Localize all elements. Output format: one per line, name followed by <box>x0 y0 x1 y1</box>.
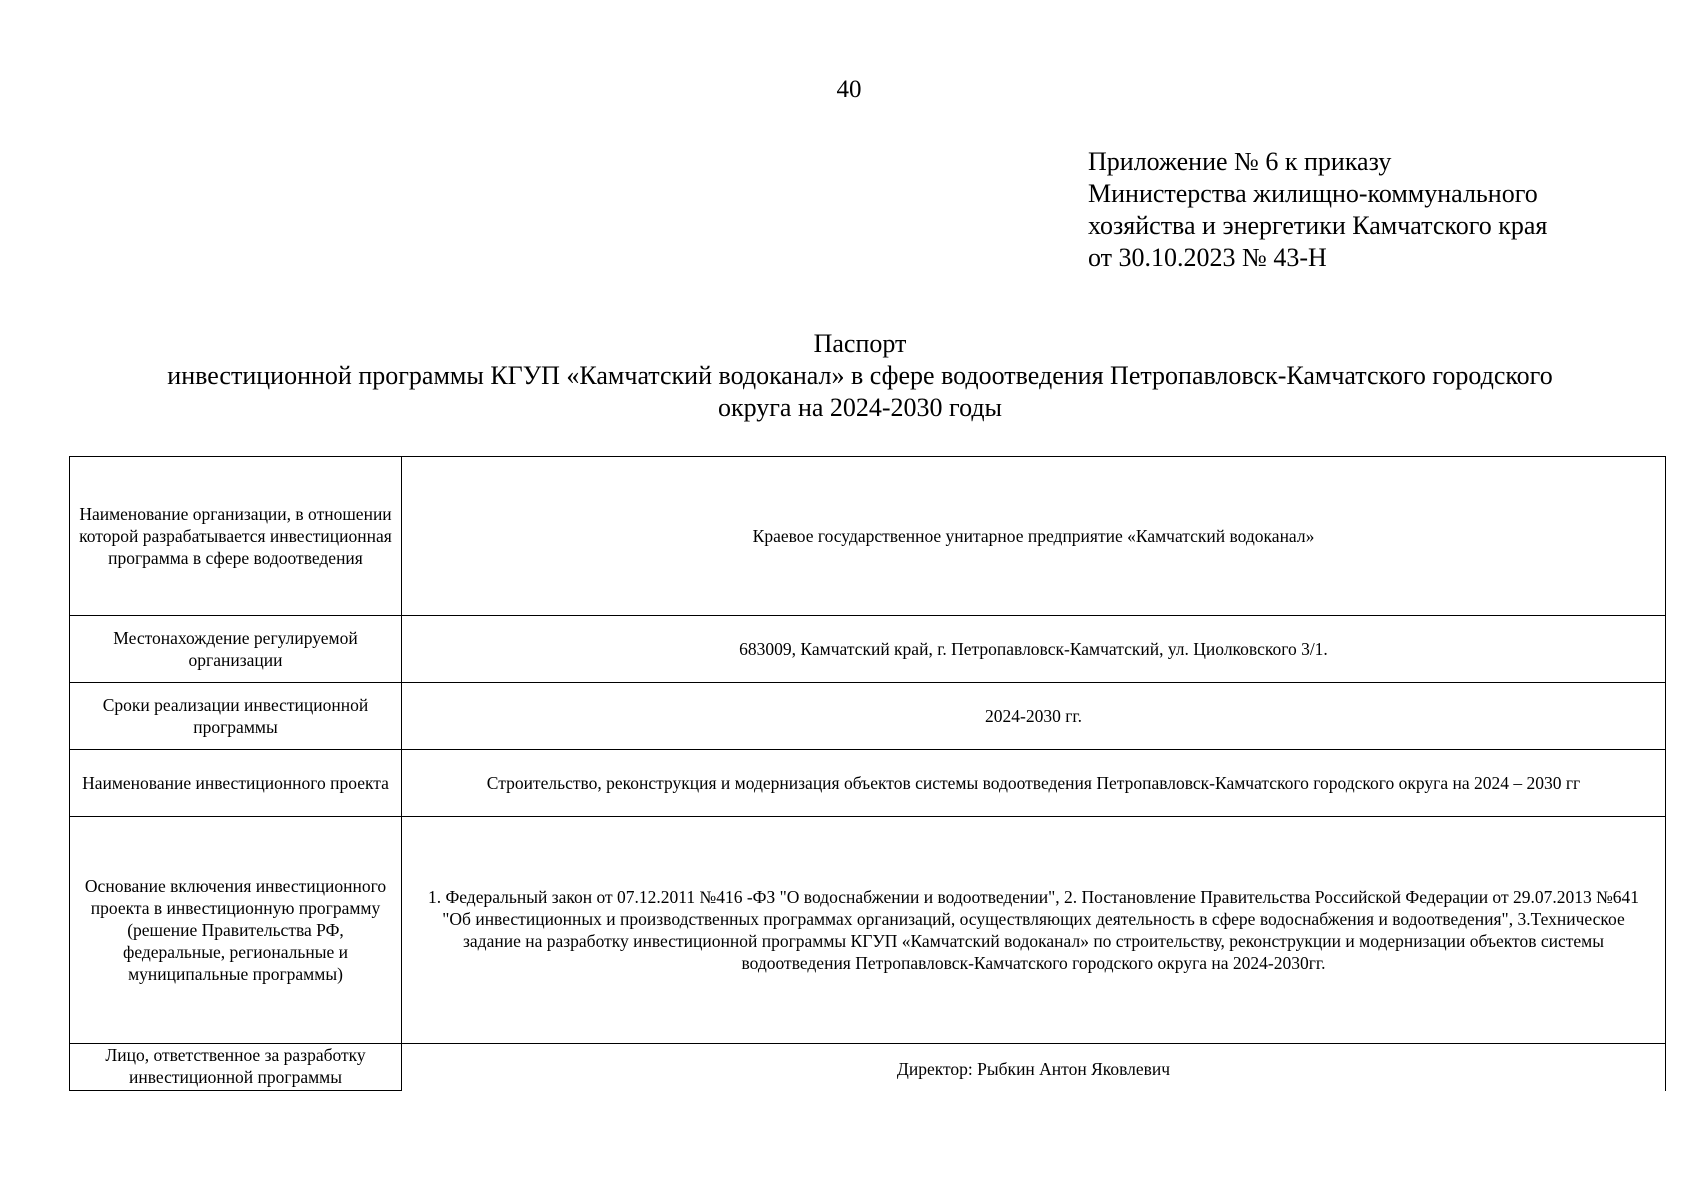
row-value-basis: 1. Федеральный закон от 07.12.2011 №416 -ФЗ "О водоснабжении и водоотведении", 2. Постановление Правительства Российской Федерации от 29.07.2013 №641 "Об инвестиционных и производственных программах организаций, осуществляющих деятельность в сфере водоснабжения и водоотведения", 3.Техническое задание на разработку инвестиционной программы КГУП «Камчатский водоканал» по строительству, реконструкции и модернизации объектов системы водоотведения Петропавловск-Камчатского городского округа на 2024-2030гг. <box>402 817 1666 1044</box>
table-row <box>70 817 1666 1044</box>
table-row <box>70 750 1666 817</box>
appendix-line: хозяйства и энергетики Камчатского края <box>1088 211 1548 240</box>
table-row <box>70 457 1666 616</box>
row-label-organization: Наименование организации, в отношении которой разрабатывается инвестиционная программа в сфере водоотведения <box>70 457 402 616</box>
title-line: Паспорт <box>813 329 907 358</box>
passport-table <box>69 456 1666 1091</box>
page-number: 40 <box>836 76 862 103</box>
row-label-responsible: Лицо, ответственное за разработку инвестиционной программы <box>70 1044 402 1091</box>
row-value-project: Строительство, реконструкция и модернизация объектов системы водоотведения Петропавловск-Камчатского городского округа на 2024 – 2030 гг <box>402 750 1666 817</box>
row-label-basis: Основание включения инвестиционного проекта в инвестиционную программу (решение Правительства РФ, федеральные, региональные и муниципальные программы) <box>70 817 402 1044</box>
table-row <box>70 683 1666 750</box>
row-label-project: Наименование инвестиционного проекта <box>70 750 402 817</box>
table-row <box>70 616 1666 683</box>
row-label-term: Сроки реализации инвестиционной программы <box>70 683 402 750</box>
appendix-line: Министерства жилищно-коммунального <box>1088 179 1538 208</box>
table-row <box>70 1044 1666 1091</box>
appendix-header <box>1088 146 1668 274</box>
row-value-responsible: Директор: Рыбкин Антон Яковлевич <box>402 1044 1666 1091</box>
appendix-line: от 30.10.2023 № 43-Н <box>1088 243 1327 272</box>
document-title <box>80 328 1640 424</box>
title-line: инвестиционной программы КГУП «Камчатский водоканал» в сфере водоотведения Петропавловск-Камчатского городского <box>167 361 1553 390</box>
appendix-line: Приложение № 6 к приказу <box>1088 147 1392 176</box>
title-line: округа на 2024-2030 годы <box>717 393 1003 422</box>
row-value-term: 2024-2030 гг. <box>402 683 1666 750</box>
row-label-location: Местонахождение регулируемой организации <box>70 616 402 683</box>
row-value-organization: Краевое государственное унитарное предприятие «Камчатский водоканал» <box>402 457 1666 616</box>
row-value-location: 683009, Камчатский край, г. Петропавловск-Камчатский, ул. Циолковского 3/1. <box>402 616 1666 683</box>
